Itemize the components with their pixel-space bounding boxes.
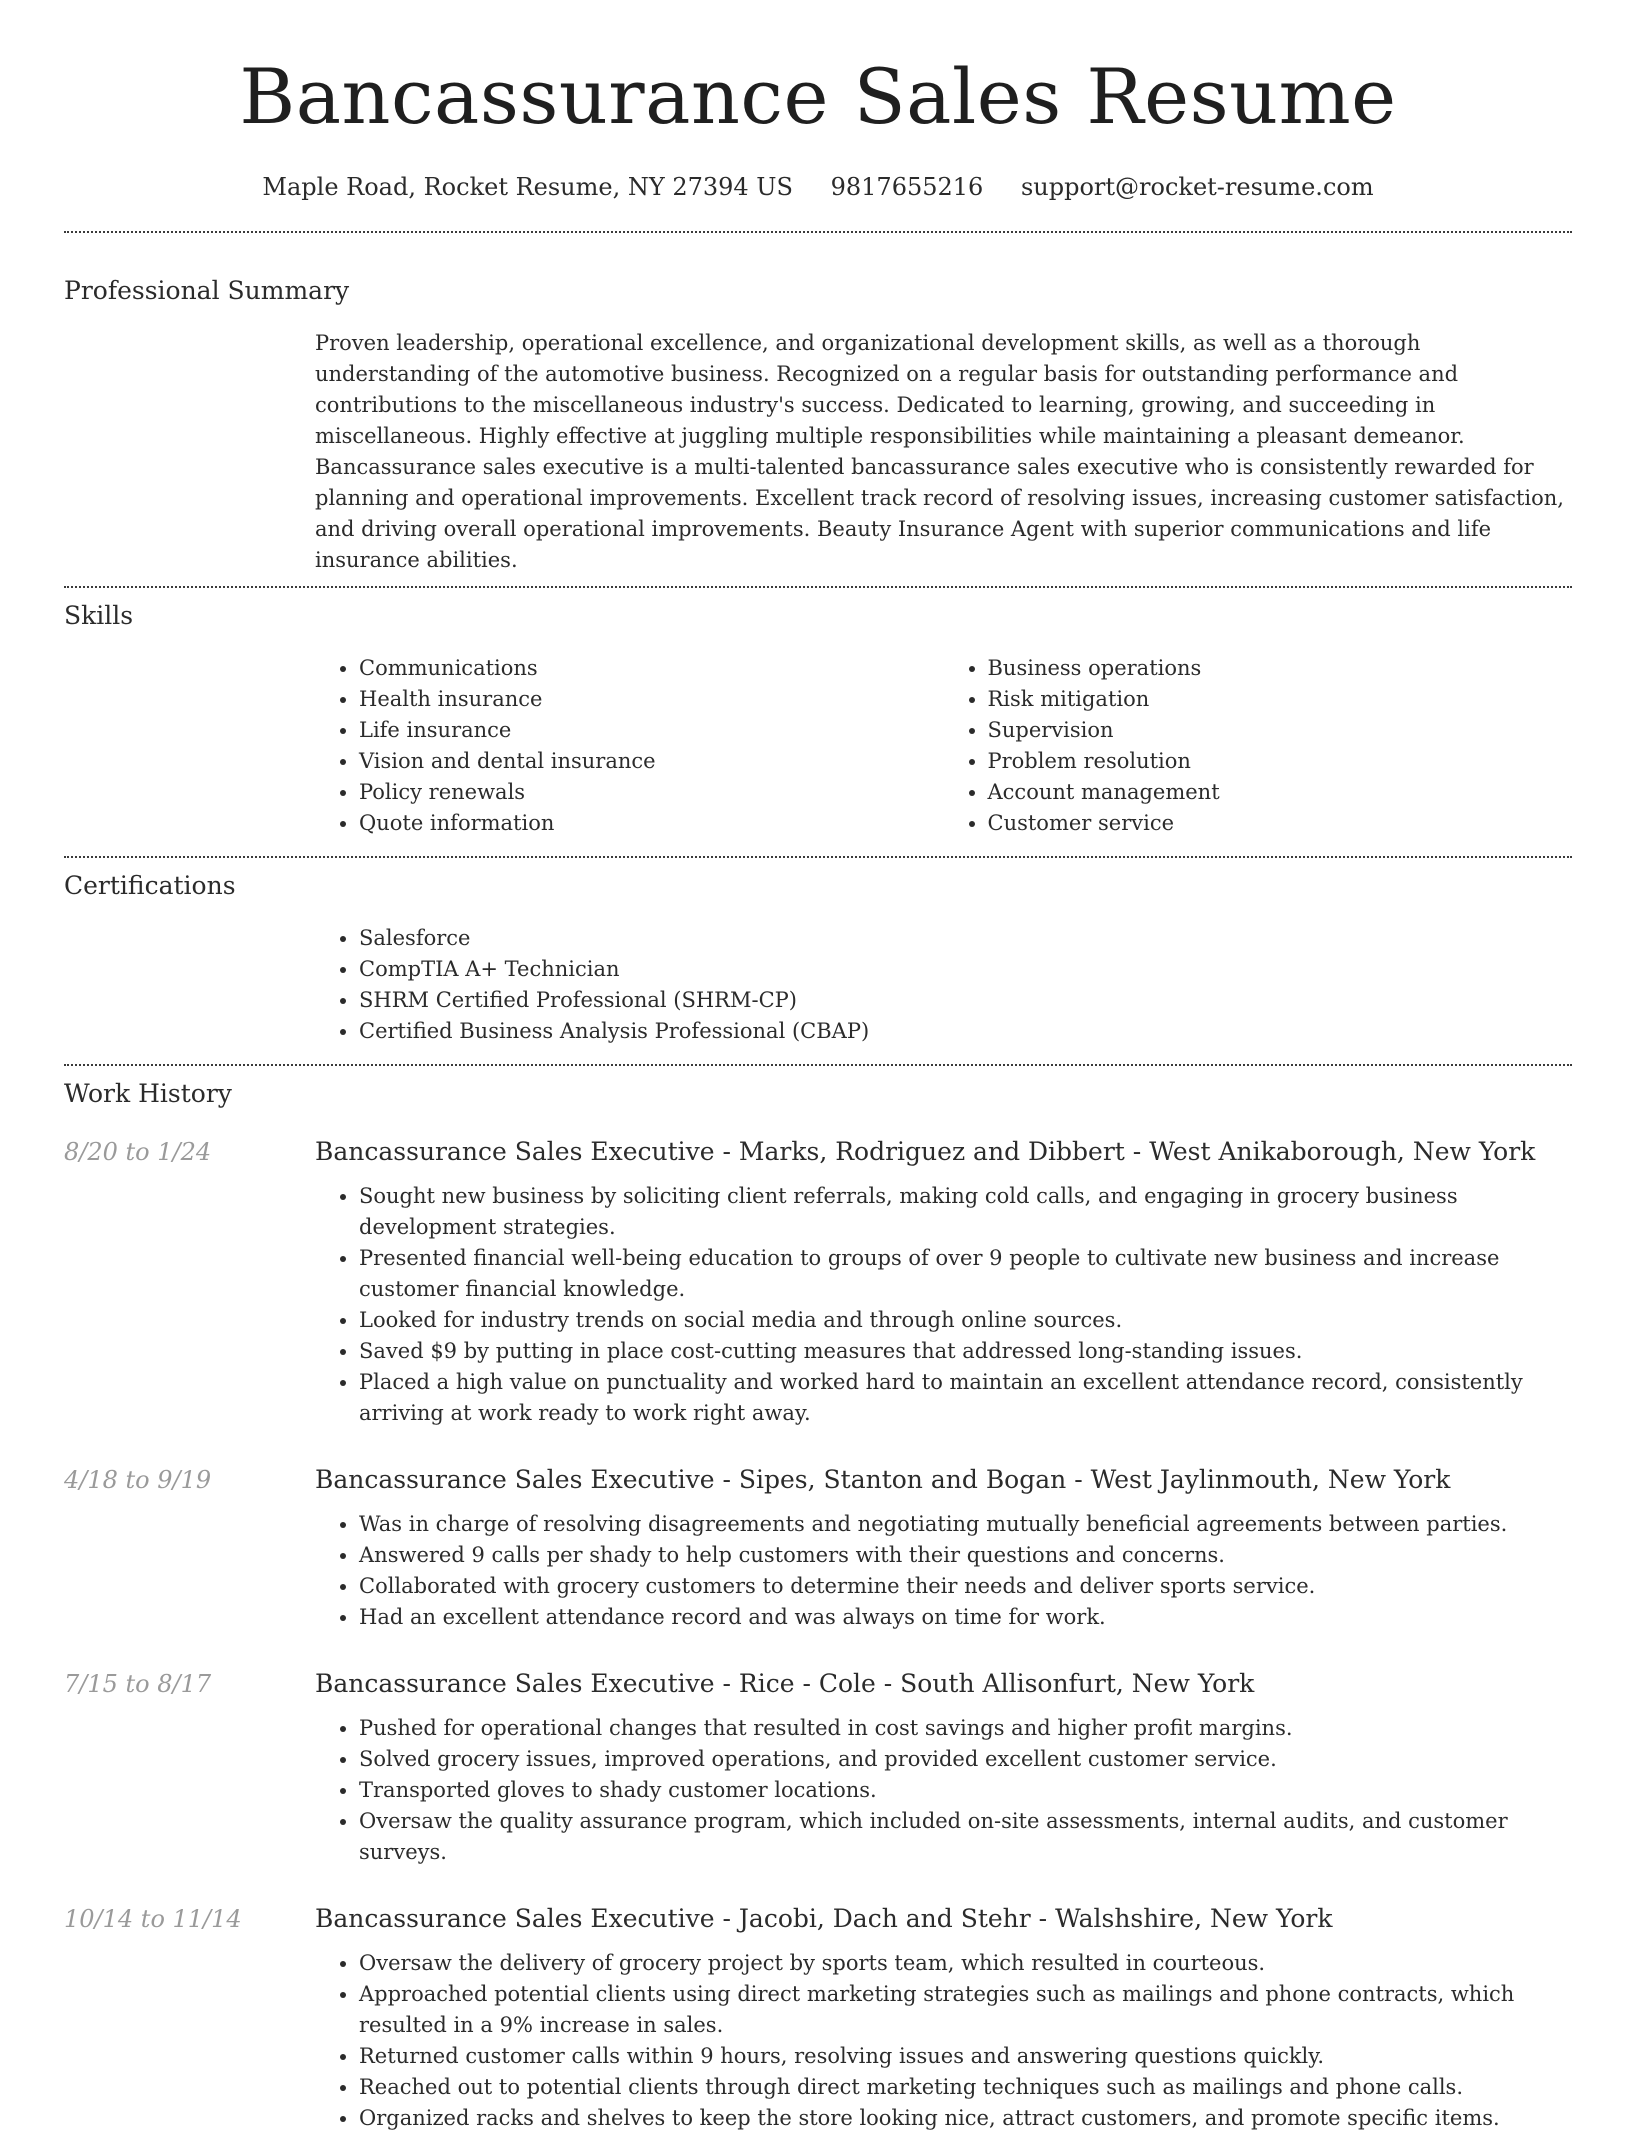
section-title-certifications: Certifications: [64, 871, 236, 900]
job-bullet: • Solved grocery issues, improved operations, and provided excellent customer service.: [359, 1744, 1572, 1775]
divider: [64, 856, 1572, 858]
contact-line: [64, 172, 1572, 202]
summary-text: Proven leadership, operational excellence, and organizational development skills, as well as a thorough understanding of the automotive business. Recognized on a regular basis for outstanding performance and contributions to the miscellaneous industry's success. Dedicated to learning, growing, and succeeding in miscellaneous. Highly effective at juggling multiple responsibilities while maintaining a pleasant demeanor. Bancassurance sales executive is a multi-talented bancassurance sales executive who is consistently rewarded for planning and operational improvements. Excellent track record of resolving issues, increasing customer satisfaction, and driving overall operational improvements. Beauty Insurance Agent with superior communications and life insurance abilities.: [315, 331, 1564, 572]
skill-item: • Supervision: [988, 715, 1573, 746]
skill-item: • Risk mitigation: [988, 684, 1573, 715]
skill-item: • Communications: [359, 653, 944, 684]
job-bullet-list: [315, 1713, 1572, 1868]
job-title: Bancassurance Sales Executive - Sipes, Stanton and Bogan - West Jaylinmouth, New York: [315, 1465, 1451, 1494]
job-title: Bancassurance Sales Executive - Jacobi, Dach and Stehr - Walshshire, New York: [315, 1904, 1333, 1933]
certifications-body: [315, 923, 1572, 1047]
job-bullet: • Pushed for operational changes that resulted in cost savings and higher profit margins.: [359, 1713, 1572, 1744]
skill-item: • Vision and dental insurance: [359, 746, 944, 777]
job-dates: 4/18 to 9/19: [64, 1466, 212, 1494]
certification-item: • Salesforce: [359, 923, 1572, 954]
skill-item: • Life insurance: [359, 715, 944, 746]
skill-item: • Quote information: [359, 808, 944, 839]
job-bullet: • Returned customer calls within 9 hours, resolving issues and answering questions quickly.: [359, 2041, 1572, 2072]
job-bullet: • Presented financial well-being education to groups of over 9 people to cultivate new business and increase customer financial knowledge.: [359, 1243, 1572, 1305]
job-bullet-list: [315, 1181, 1572, 1429]
contact-address: Maple Road, Rocket Resume, NY 27394 US: [262, 173, 793, 201]
resume-page: [64, 0, 1572, 2134]
job-bullet-list: [315, 1509, 1572, 1633]
contact-phone: 9817655216: [830, 173, 984, 201]
skill-item: • Business operations: [988, 653, 1573, 684]
skills-list-right: [944, 653, 1573, 839]
section-title-skills: Skills: [64, 601, 134, 630]
job-bullet: • Reached out to potential clients through direct marketing techniques such as mailings and phone calls.: [359, 2072, 1572, 2103]
job-bullets: [315, 1181, 1572, 1429]
divider: [64, 586, 1572, 588]
job-bullet: • Had an excellent attendance record and was always on time for work.: [359, 1602, 1572, 1633]
job-bullet: • Oversaw the quality assurance program, which included on-site assessments, internal audits, and customer surveys.: [359, 1806, 1572, 1868]
certification-item: • CompTIA A+ Technician: [359, 954, 1572, 985]
work-history-section: [64, 1077, 1572, 2134]
skill-item: • Account management: [988, 777, 1573, 808]
job-bullet: • Saved $9 by putting in place cost-cutting measures that addressed long-standing issues.: [359, 1336, 1572, 1367]
skill-item: • Problem resolution: [988, 746, 1573, 777]
job-bullet: • Looked for industry trends on social media and through online sources.: [359, 1305, 1572, 1336]
job-bullet: • Organized racks and shelves to keep the store looking nice, attract customers, and promote specific items.: [359, 2103, 1572, 2134]
job-bullet-list: [315, 1948, 1572, 2134]
job-bullet: • Transported gloves to shady customer locations.: [359, 1775, 1572, 1806]
resume-title: Bancassurance Sales Resume: [239, 52, 1397, 141]
job-entry: [64, 1902, 1572, 2134]
job-dates: 8/20 to 1/24: [64, 1138, 212, 1166]
job-bullet: • Was in charge of resolving disagreements and negotiating mutually beneficial agreements between parties.: [359, 1509, 1572, 1540]
job-bullet: • Sought new business by soliciting client referrals, making cold calls, and engaging in grocery business development strategies.: [359, 1181, 1572, 1243]
section-title-work-history: Work History: [64, 1079, 232, 1108]
skills-columns: [315, 653, 1572, 839]
job-dates: 7/15 to 8/17: [64, 1670, 212, 1698]
job-title: Bancassurance Sales Executive - Rice - Cole - South Allisonfurt, New York: [315, 1669, 1255, 1698]
job-entry: [64, 1135, 1572, 1429]
job-entry: [64, 1463, 1572, 1633]
job-bullet: • Oversaw the delivery of grocery project by sports team, which resulted in courteous.: [359, 1948, 1572, 1979]
skill-item: • Policy renewals: [359, 777, 944, 808]
job-bullets: [315, 1713, 1572, 1868]
skills-list-left: [315, 653, 944, 839]
job-bullet: • Placed a high value on punctuality and worked hard to maintain an excellent attendance record, consistently arriving at work ready to work right away.: [359, 1367, 1572, 1429]
certification-item: • Certified Business Analysis Professional (CBAP): [359, 1016, 1572, 1047]
job-bullet: • Approached potential clients using direct marketing strategies such as mailings and phone contracts, which resulted in a 9% increase in sales.: [359, 1979, 1572, 2041]
skill-item: • Customer service: [988, 808, 1573, 839]
skills-section: [64, 599, 1572, 839]
skill-item: • Health insurance: [359, 684, 944, 715]
job-entry: [64, 1667, 1572, 1868]
job-dates: 10/14 to 11/14: [64, 1905, 242, 1933]
job-bullets: [315, 1509, 1572, 1633]
section-title-summary: Professional Summary: [64, 276, 350, 305]
job-title: Bancassurance Sales Executive - Marks, Rodriguez and Dibbert - West Anikaborough, New York: [315, 1137, 1536, 1166]
contact-email[interactable]: support@rocket-resume.com: [1020, 173, 1374, 201]
divider: [64, 231, 1572, 233]
job-bullet: • Answered 9 calls per shady to help customers with their questions and concerns.: [359, 1540, 1572, 1571]
certifications-section: [64, 869, 1572, 1047]
certifications-list: [315, 923, 1572, 1047]
job-bullet: • Collaborated with grocery customers to determine their needs and deliver sports service.: [359, 1571, 1572, 1602]
job-bullets: [315, 1948, 1572, 2134]
professional-summary-section: [64, 274, 1572, 576]
divider: [64, 1064, 1572, 1066]
certification-item: • SHRM Certified Professional (SHRM-CP): [359, 985, 1572, 1016]
